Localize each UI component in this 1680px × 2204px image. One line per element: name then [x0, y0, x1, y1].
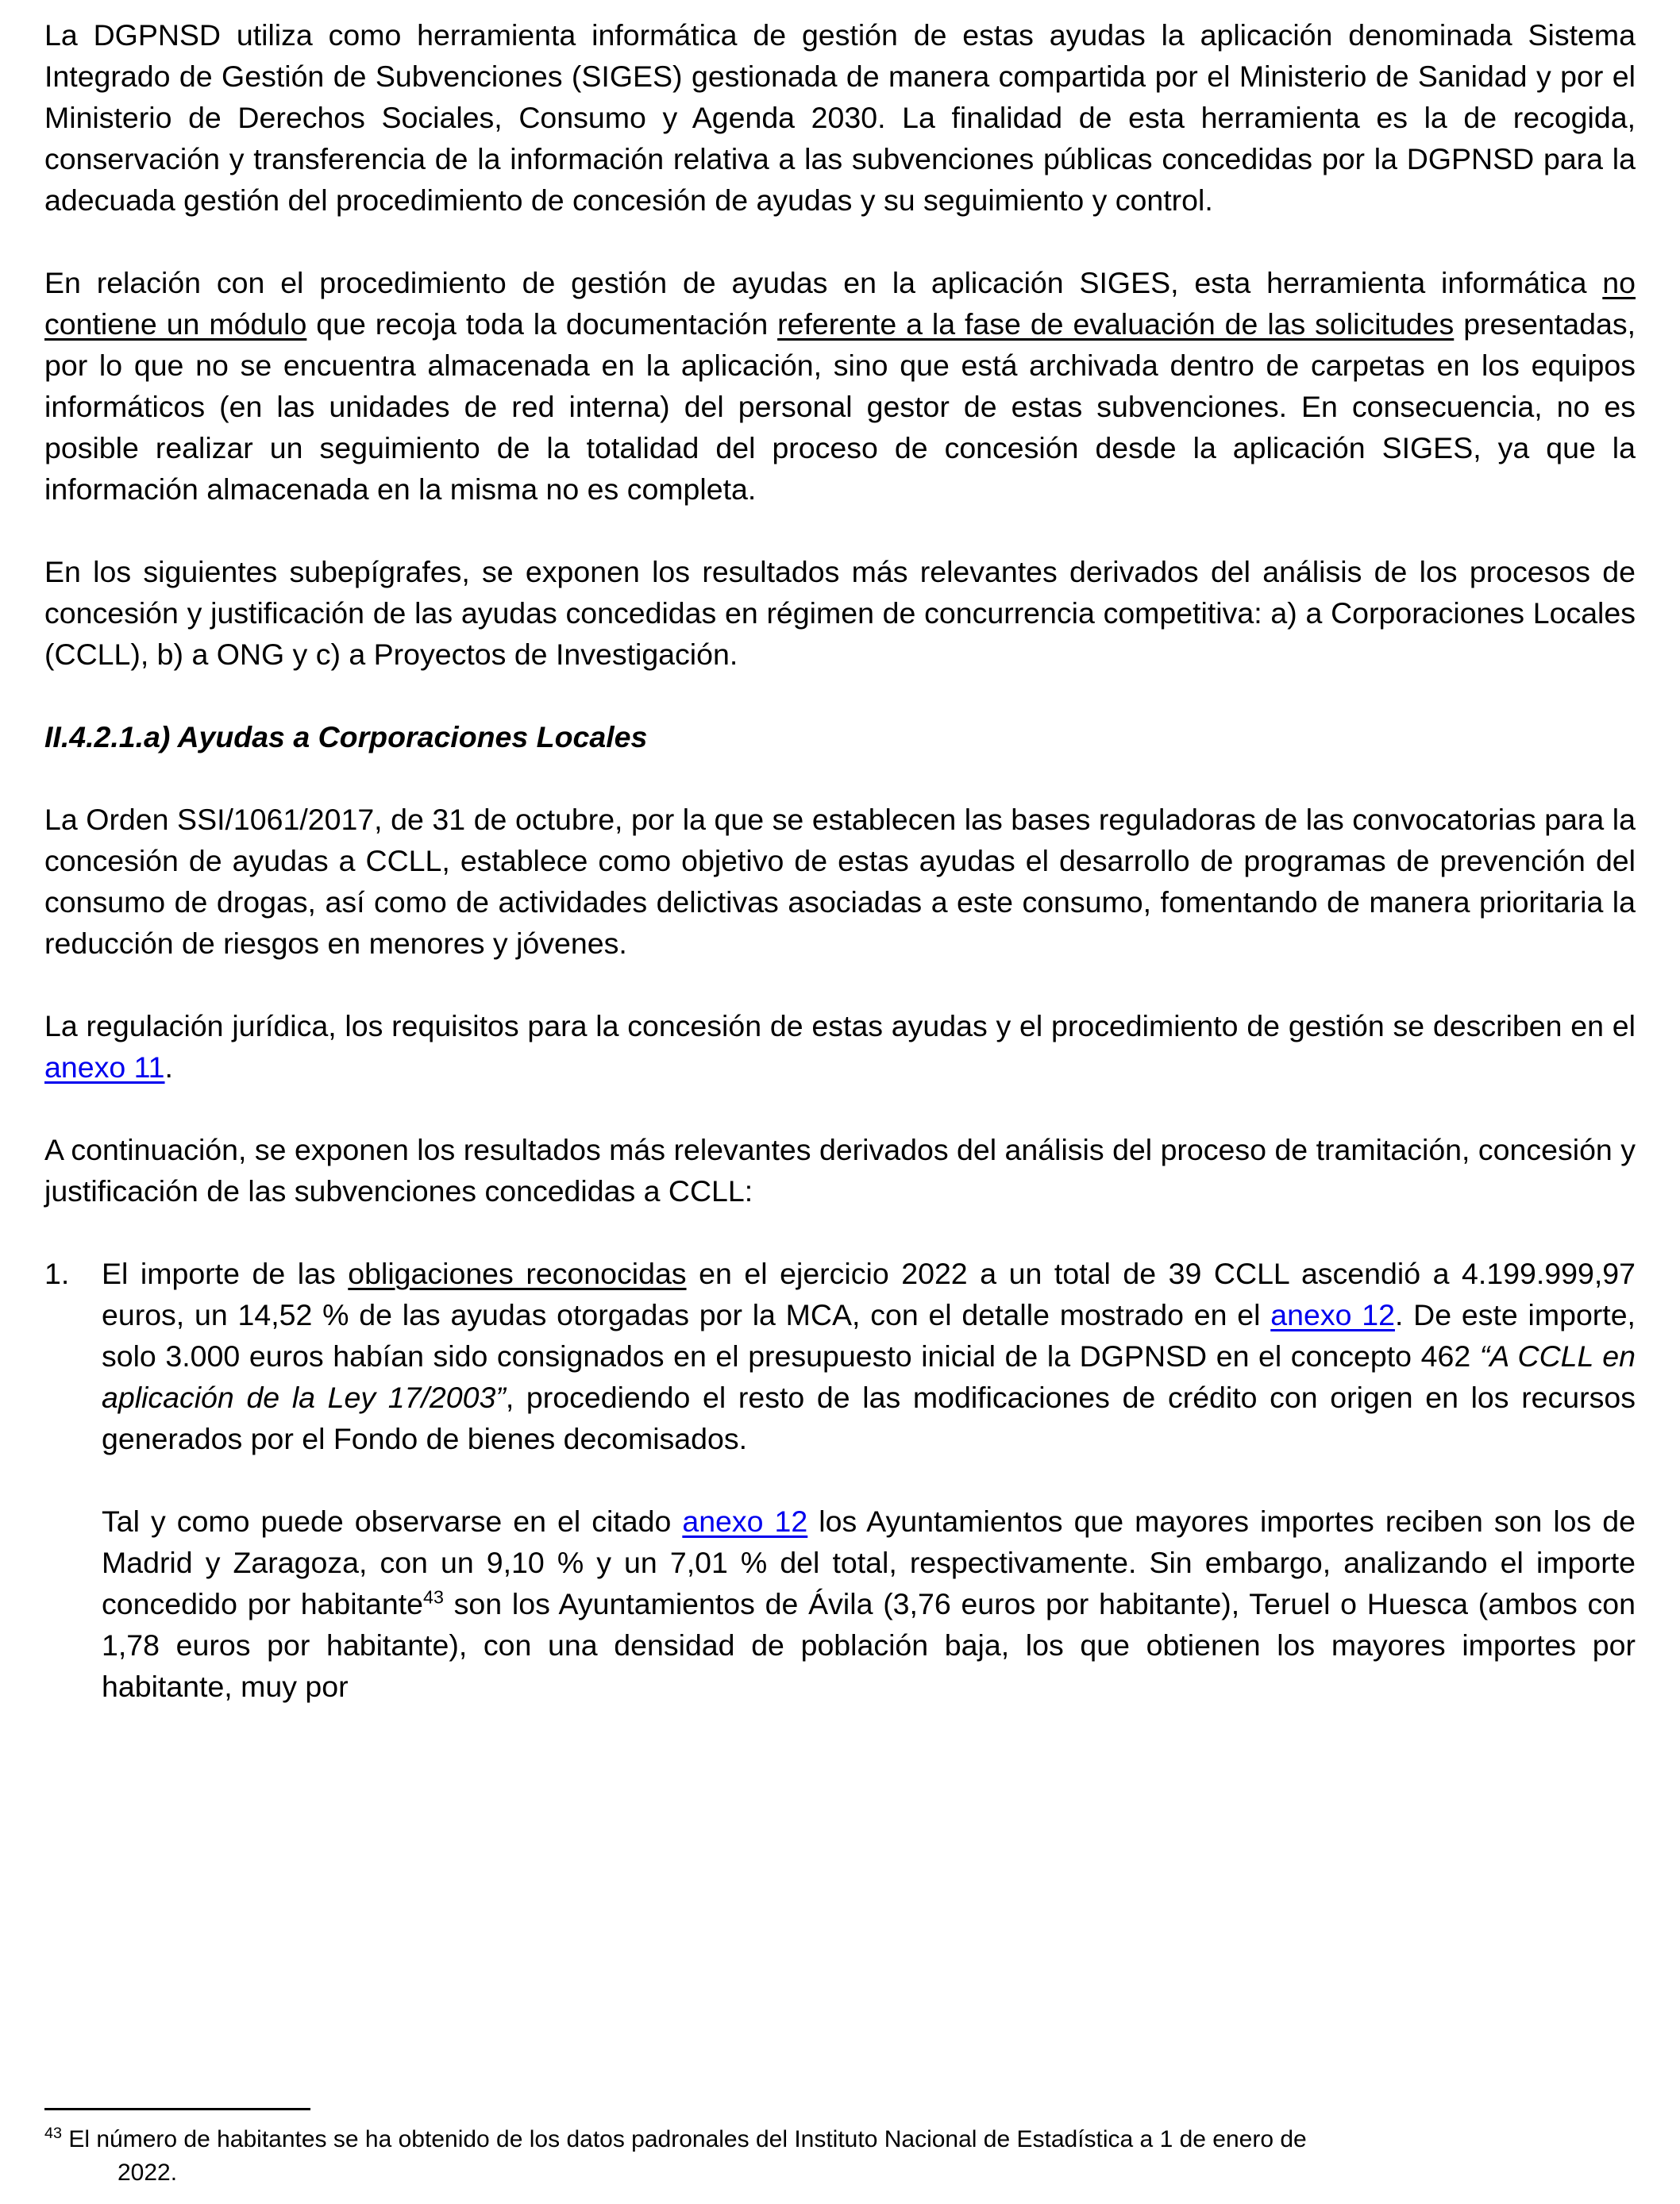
- paragraph-subepigrafes: [44, 551, 1636, 675]
- footnote-reference-43[interactable]: 43: [423, 1586, 444, 1608]
- paragraph-regulacion-juridica: [44, 1005, 1636, 1088]
- link-anexo-12[interactable]: anexo 12: [1270, 1298, 1395, 1331]
- paragraph-orden-ssi: [44, 799, 1636, 964]
- list-item: [44, 1253, 1636, 1707]
- footnote-line-2: 2022.: [118, 2160, 178, 2186]
- paragraph-text-part-b: .: [164, 1050, 173, 1084]
- underlined-phrase-obligaciones-reconocidas: obligaciones reconocidas: [348, 1257, 687, 1290]
- paragraph-text: A continuación, se exponen los resultados más relevantes derivados del análisis del proceso de tramitación, concesión y justificación de las subvenciones concedidas a CCLL:: [44, 1133, 1636, 1208]
- paragraph-siges-no-module: [44, 262, 1636, 510]
- sub-text-part-b: los Ayuntamientos que mayores importes reciben son los de Madrid y Zaragoza, con un 9,10 % y un 7,01 % del total, respectivamente. Sin embargo, analizando el importe concedido por habitante: [102, 1505, 1636, 1620]
- link-anexo-12-second[interactable]: anexo 12: [682, 1505, 808, 1538]
- list-item-paragraph-obligaciones: [102, 1253, 1636, 1459]
- footnote-separator-rule: [44, 2108, 310, 2110]
- paragraph-spacer: [44, 221, 1636, 262]
- paragraph-spacer: [44, 1088, 1636, 1129]
- paragraph-spacer: [44, 757, 1636, 799]
- paragraph-text: La Orden SSI/1061/2017, de 31 de octubre, por la que se establecen las bases reguladoras de las convocatorias para la concesión de ayudas a CCLL, establece como objetivo de estas ayudas el desarrollo de programas de prevención del consumo de drogas, así como de actividades delictivas asociadas a este consumo, fomentando de manera prioritaria la reducción de riesgos en menores y jóvenes.: [44, 803, 1636, 960]
- paragraph-spacer: [44, 964, 1636, 1005]
- paragraph-siges-tool: [44, 14, 1636, 221]
- paragraph-spacer: [44, 675, 1636, 716]
- paragraph-spacer: [44, 510, 1636, 551]
- paragraph-spacer: [44, 1212, 1636, 1253]
- sub-text-part-c: son los Ayuntamientos de Ávila (3,76 euros por habitante), Teruel o Huesca (ambos con 1,78 euros por habitante), con una densidad de población baja, los que obtienen los mayores importes por habitante, muy por: [102, 1587, 1636, 1703]
- list-text-part-a: El importe de las: [102, 1257, 349, 1290]
- numbered-list: [44, 1253, 1636, 1707]
- list-text-part-d: , procediendo el resto de las modificaciones de crédito con origen en los recursos generados por el Fondo de bienes decomisados.: [102, 1381, 1636, 1455]
- paragraph-text-part-b: que recoja toda la documentación: [306, 307, 778, 341]
- list-item-marker: 1.: [44, 1257, 70, 1290]
- underlined-phrase-evaluation-phase: referente a la fase de evaluación de las solicitudes: [777, 307, 1455, 341]
- paragraph-text-part-a: En relación con el procedimiento de gestión de ayudas en la aplicación SIGES, esta herramienta informática: [44, 266, 1603, 299]
- paragraph-text: En los siguientes subepígrafes, se exponen los resultados más relevantes derivados del análisis de los procesos de concesión y justificación de las ayudas concedidas en régimen de concurrencia competitiva: a) a Corporaciones Locales (CCLL), b) a ONG y c) a Proyectos de Investigación.: [44, 555, 1636, 671]
- paragraph-text-part-a: La regulación jurídica, los requisitos para la concesión de estas ayudas y el procedimiento de gestión se describen en el: [44, 1009, 1636, 1042]
- underlined-phrase-no-module: no contiene un módulo: [44, 266, 1636, 341]
- footnote-line-1: El número de habitantes se ha obtenido de los datos padronales del Instituto Nacional de Estadística a 1 de enero de: [62, 2126, 1307, 2152]
- footnote-43: [44, 2123, 1636, 2190]
- paragraph-spacer: [102, 1459, 1636, 1501]
- list-item-paragraph-ayuntamientos: [102, 1501, 1636, 1707]
- document-body-column: [44, 14, 1636, 1707]
- link-anexo-11[interactable]: anexo 11: [44, 1050, 165, 1084]
- sub-text-part-a: Tal y como puede observarse en el citado: [102, 1505, 683, 1538]
- paragraph-text-part-c: presentadas, por lo que no se encuentra almacenada en la aplicación, sino que está archivada dentro de carpetas en los equipos informáticos (en las unidades de red interna) del personal gestor de estas subvenciones. En consecuencia, no es posible realizar un seguimiento de la totalidad del proceso de concesión desde la aplicación SIGES, ya que la información almacenada en la misma no es completa.: [44, 307, 1636, 506]
- footnote-block: [44, 2108, 1636, 2190]
- section-heading-ayudas-corporaciones-locales: II.4.2.1.a) Ayudas a Corporaciones Locales: [44, 720, 648, 753]
- paragraph-text: La DGPNSD utiliza como herramienta informática de gestión de estas ayudas la aplicación denominada Sistema Integrado de Gestión de Subvenciones (SIGES) gestionada de manera compartida por el Ministerio de Sanidad y por el Ministerio de Derechos Sociales, Consumo y Agenda 2030. La finalidad de esta herramienta es la de recogida, conservación y transferencia de la información relativa a las subvenciones públicas concedidas por la DGPNSD para la adecuada gestión del procedimiento de concesión de ayudas y su seguimiento y control.: [44, 18, 1636, 217]
- footnote-marker: 43: [44, 2125, 63, 2142]
- list-text-part-b: en el ejercicio 2022 a un total de 39 CCLL ascendió a 4.199.999,97 euros, un 14,52 % de las ayudas otorgadas por la MCA, con el detalle mostrado en el: [102, 1257, 1636, 1331]
- italic-quote-ley-17-2003: “A CCLL en aplicación de la Ley 17/2003”: [102, 1339, 1636, 1414]
- paragraph-a-continuacion: [44, 1129, 1636, 1212]
- list-text-part-c: . De este importe, solo 3.000 euros habían sido consignados en el presupuesto inicial de la DGPNSD en el concepto 462: [102, 1298, 1636, 1373]
